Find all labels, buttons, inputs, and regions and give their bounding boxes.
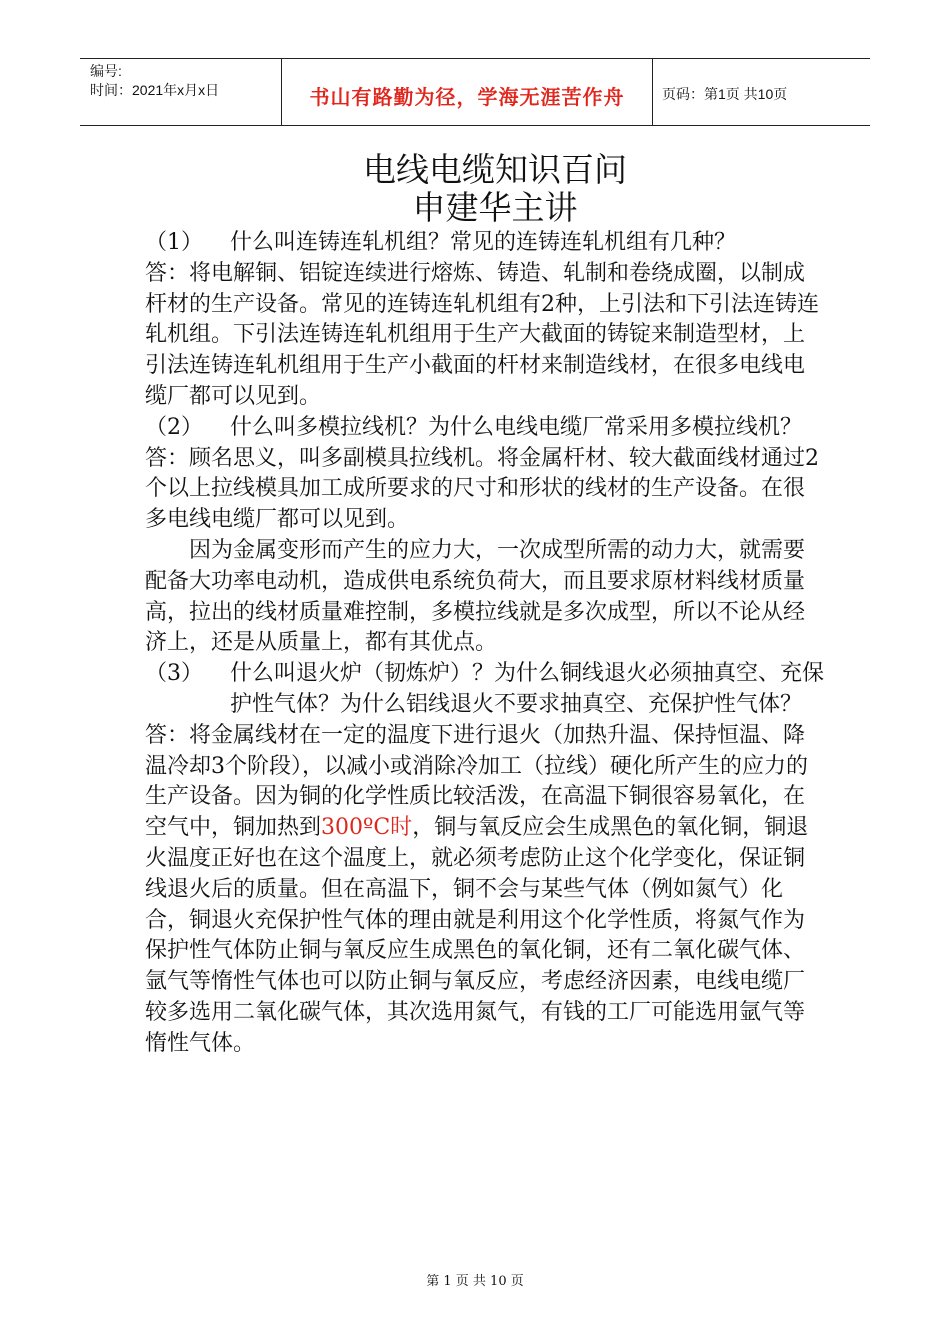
header-right-cell [652, 59, 870, 125]
number-label: 编号: [90, 63, 122, 79]
question-number: （2） [145, 414, 203, 440]
temperature-highlight: 300ºC时 [321, 815, 413, 841]
answer-3-part-b: ，铜与氧反应会生成黑色的氧化铜，铜退火温度正好也在这个温度上，就必须考虑防止这个化学变化，保证铜线退火后的质量。但在高温下，铜不会与某些气体（例如氮气）化合，铜退火充保护性气体的理由就是利用这个化学性质，将氮气作为保护性气体防止铜与氧反应生成黑色的氧化铜，还有二氧化碳气体、氩气等惰性气体也可以防止铜与氧反应，考虑经济因素，电线电缆厂较多选用二氧化碳气体，其次选用氮气，有钱的工厂可能选用氩气等惰性气体。 [145, 815, 809, 1056]
question-number: （3） [145, 661, 203, 687]
question-3 [145, 659, 825, 721]
page-info: 页码：第1页 共10页 [662, 86, 788, 102]
answer-3 [145, 721, 825, 1060]
question-2 [145, 413, 825, 444]
page-footer: 第 1 页 共 10 页 [426, 1274, 524, 1289]
motto: 书山有路勤为径，学海无涯苦作舟 [309, 85, 625, 109]
document-body [145, 228, 825, 1060]
header-center-cell [281, 59, 653, 125]
header-left-cell [80, 59, 280, 125]
question-text: 什么叫连铸连轧机组？常见的连铸连轧机组有几种？ [230, 230, 737, 255]
answer-2: 答：顾名思义，叫多副模具拉线机。将金属杆材、较大截面线材通过2个以上拉线模具加工成所要求的尺寸和形状的线材的生产设备。在很多电线电缆厂都可以见到。 [145, 445, 819, 533]
page-subtitle: 申建华主讲 [412, 188, 578, 227]
question-text: 什么叫多模拉线机？为什么电线电缆厂常采用多模拉线机？ [230, 414, 803, 440]
time-label: 时间：2021年x月x日 [90, 82, 220, 98]
document-header [80, 58, 870, 126]
answer-3-part-a: 答：将金属线材在一定的温度下进行退火（加热升温、保持恒温、降温冷却3个阶段），以减小或消除冷加工（拉线）硬化所产生的应力的生产设备。因为铜的化学性质比较活泼，在高温下铜很容易氧化，在空气中，铜加热到 [145, 722, 808, 841]
page-title: 电线电缆知识百问 [363, 150, 627, 189]
question-number: （1） [145, 230, 203, 255]
question-1 [145, 228, 825, 259]
answer-2-paragraph-2: 因为金属变形而产生的应力大，一次成型所需的动力大，就需要配备大功率电动机，造成供电系统负荷大，而且要求原材料线材质量高，拉出的线材质量难控制，多模拉线就是多次成型，所以不论从经济上，还是从质量上，都有其优点。 [145, 537, 806, 656]
question-text: 什么叫退火炉（韧炼炉）？为什么铜线退火必须抽真空、充保护性气体？为什么铝线退火不要求抽真空、充保护性气体？ [230, 661, 825, 717]
answer-1: 答：将电解铜、铝锭连续进行熔炼、铸造、轧制和卷绕成圈，以制成杆材的生产设备。常见的连铸连轧机组有2种，上引法和下引法连铸连轧机组。下引法连铸连轧机组用于生产大截面的铸锭来制造型材，上引法连铸连轧机组用于生产小截面的杆材来制造线材，在很多电线电缆厂都可以见到。 [145, 260, 819, 409]
